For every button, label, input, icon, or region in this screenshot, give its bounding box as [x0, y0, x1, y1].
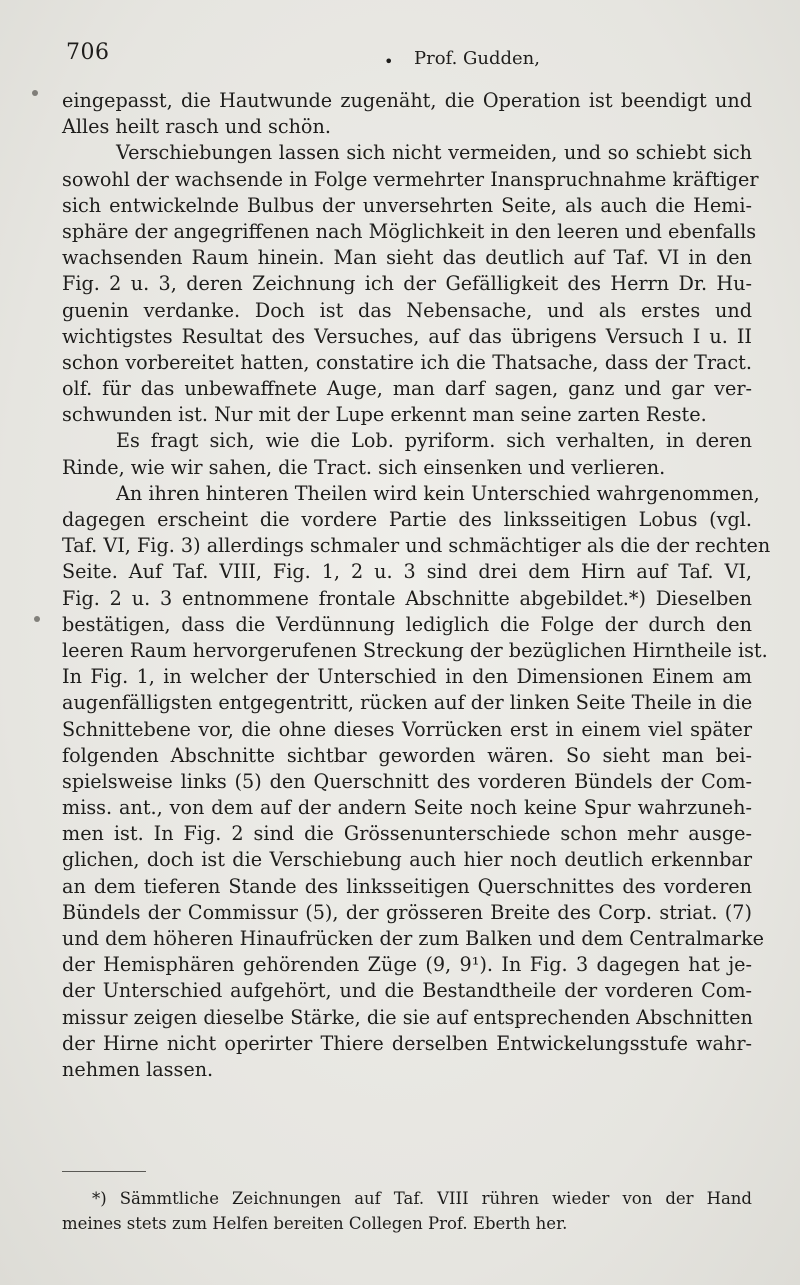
text-line: Schnittebene vor, die ohne dieses Vorrücken erst in einem viel später	[62, 717, 752, 741]
text-line: glichen, doch ist die Verschiebung auch hier noch deutlich erkennbar	[62, 848, 752, 872]
text-line: dagegen erscheint die vordere Partie des linksseitigen Lobus (vgl.	[62, 508, 752, 531]
text-line: In Fig. 1, in welcher der Unterschied in den Dimensionen Einem am	[62, 665, 752, 689]
text-line: Alles heilt rasch und schön.	[62, 115, 331, 139]
text-line: an dem tieferen Stande des linksseitigen Querschnittes des vorderen	[62, 874, 752, 898]
footnote-line: *) Sämmtliche Zeichnungen auf Taf. VIII rühren wieder von der Hand	[92, 1189, 752, 1208]
text-line: miss. ant., von dem auf der andern Seite noch keine Spur wahrzuneh-	[62, 796, 752, 820]
binding-hole-mark	[34, 616, 40, 622]
text-line: Fig. 2 u. 3 entnommene frontale Abschnitte abgebildet.*) Dieselben	[62, 586, 752, 610]
text-line: bestätigen, dass die Verdünnung lediglich die Folge der durch den	[62, 612, 752, 636]
text-line: spielsweise links (5) den Querschnitt des vorderen Bündels der Com-	[62, 769, 752, 793]
text-line: missur zeigen dieselbe Stärke, die sie auf entsprechenden Abschnitten	[62, 1005, 753, 1029]
running-head: Prof. Gudden,	[414, 48, 540, 69]
text-line: sowohl der wachsende in Folge vermehrter Inanspruchnahme kräftiger	[62, 167, 759, 191]
text-line: men ist. In Fig. 2 sind die Grössenunterschiede schon mehr ausge-	[62, 822, 752, 846]
text-line: sich entwickelnde Bulbus der unversehrten Seite, als auch die Hemi-	[62, 193, 752, 217]
text-line: der Unterschied aufgehört, und die Bestandtheile der vorderen Com-	[62, 979, 752, 1003]
text-line: Rinde, wie wir sahen, die Tract. sich einsenken und verlieren.	[62, 455, 666, 479]
text-line: wichtigstes Resultat des Versuches, auf das übrigens Versuch I u. II	[62, 324, 752, 348]
footnote	[62, 1186, 752, 1236]
text-line: Verschiebungen lassen sich nicht vermeiden, und so schiebt sich	[116, 141, 752, 165]
header-dot: •	[384, 52, 394, 71]
text-line: guenin verdanke. Doch ist das Nebensache, und als erstes und	[62, 298, 752, 322]
text-line: leeren Raum hervorgerufenen Streckung der bezüglichen Hirntheile ist.	[62, 638, 768, 662]
text-line: der Hemisphären gehörenden Züge (9, 9¹). In Fig. 3 dagegen hat je-	[62, 953, 752, 977]
text-line: sphäre der angegriffenen nach Möglichkeit in den leeren und ebenfalls	[62, 219, 757, 243]
text-line: wachsenden Raum hinein. Man sieht das deutlich auf Taf. VI in den	[62, 246, 752, 270]
text-line: Bündels der Commissur (5), der grösseren Breite des Corp. striat. (7)	[62, 900, 752, 924]
text-line: Fig. 2 u. 3, deren Zeichnung ich der Gefälligkeit des Herrn Dr. Hu-	[62, 272, 752, 296]
text-line: und dem höheren Hinaufrücken der zum Balken und dem Centralmarke	[62, 927, 764, 950]
footnote-line: meines stets zum Helfen bereiten Collegen Prof. Eberth her.	[62, 1214, 568, 1233]
text-line: schon vorbereitet hatten, constatire ich die Thatsache, dass der Tract.	[62, 350, 752, 374]
text-line: augenfälligsten entgegentritt, rücken auf der linken Seite Theile in die	[62, 691, 753, 715]
text-line: Seite. Auf Taf. VIII, Fig. 1, 2 u. 3 sind drei dem Hirn auf Taf. VI,	[62, 560, 752, 584]
binding-hole-mark	[32, 90, 38, 96]
text-line: An ihren hinteren Theilen wird kein Unterschied wahrgenommen,	[116, 481, 760, 505]
text-line: folgenden Abschnitte sichtbar geworden wären. So sieht man bei-	[62, 743, 752, 767]
text-line: Taf. VI, Fig. 3) allerdings schmaler und schmächtiger als die der rechten	[62, 534, 771, 558]
text-line: eingepasst, die Hautwunde zugenäht, die Operation ist beendigt und	[62, 89, 752, 112]
text-line: Es fragt sich, wie die Lob. pyriform. sich verhalten, in deren	[116, 429, 752, 453]
page-header	[62, 40, 752, 74]
text-line: der Hirne nicht operirter Thiere derselben Entwickelungsstufe wahr-	[62, 1031, 752, 1055]
body-text	[62, 88, 771, 1083]
text-line: schwunden ist. Nur mit der Lupe erkennt man seine zarten Reste.	[62, 403, 707, 427]
text-line: nehmen lassen.	[62, 1057, 214, 1081]
footnote-divider	[62, 1171, 146, 1172]
page-number: 706	[66, 40, 110, 65]
text-line: olf. für das unbewaffnete Auge, man darf sagen, ganz und gar ver-	[62, 377, 752, 401]
